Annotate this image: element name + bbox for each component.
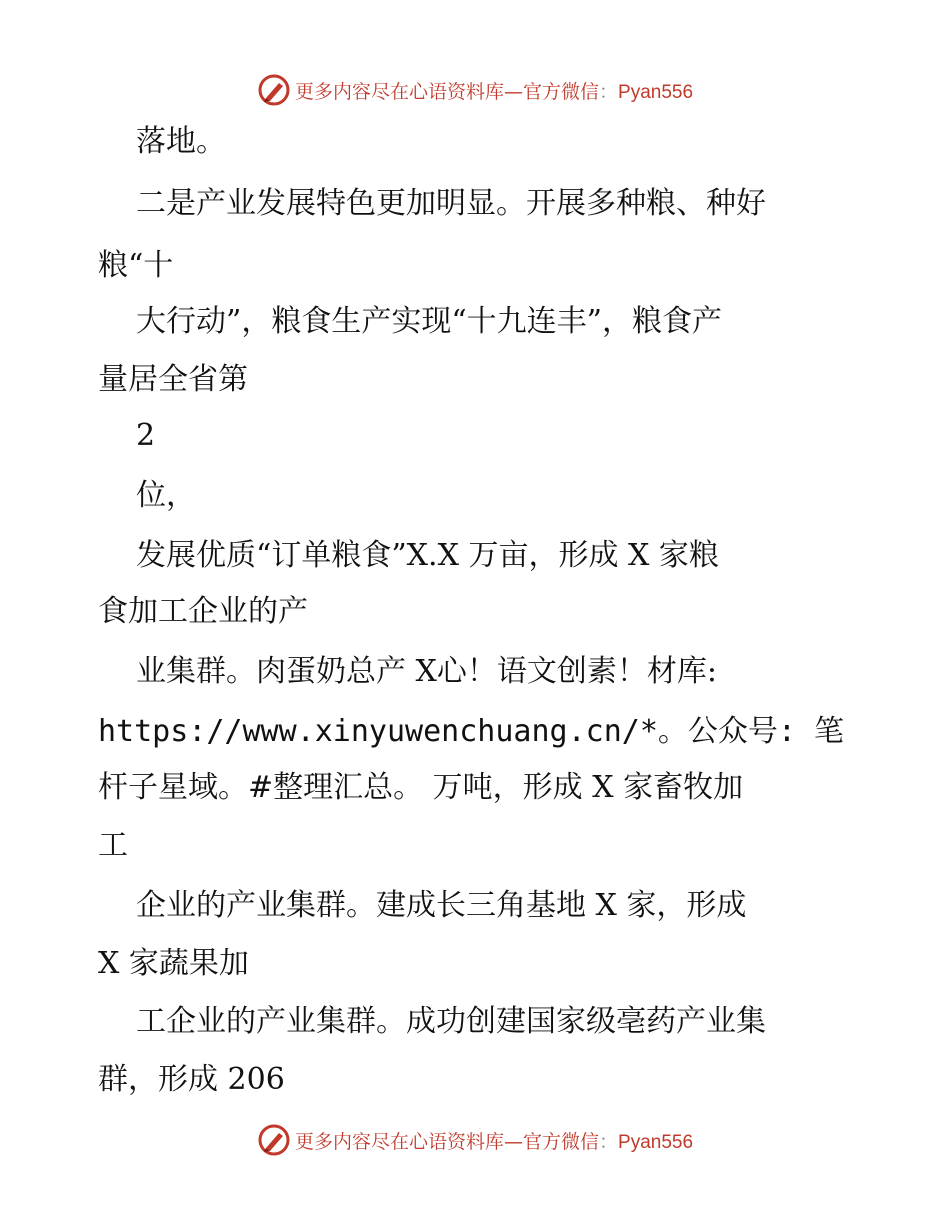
text-line: X 家蔬果加: [98, 946, 249, 981]
text-line: 企业的产业集群。建成长三角基地 X 家，形成: [136, 888, 747, 923]
text-line: 发展优质“订单粮食”X.X 万亩，形成 X 家粮: [136, 538, 719, 573]
footer-banner-text: 更多内容尽在心语资料库—官方微信：Pyan556: [294, 1130, 694, 1153]
text-line: 工: [98, 828, 128, 863]
text-line-url: https://www.xinyuwenchuang.cn/*。公众号: 笔: [98, 714, 845, 749]
text-line: 落地。: [136, 124, 226, 159]
text-line: 粮“十: [98, 248, 174, 283]
header-banner-text: 更多内容尽在心语资料库—官方微信：Pyan556: [294, 80, 694, 103]
footer-banner: [0, 1120, 950, 1160]
text-line: 杆子星域。#整理汇总。 万吨，形成 X 家畜牧加: [98, 770, 744, 805]
header-banner: [0, 70, 950, 110]
text-line: 位，: [136, 478, 196, 513]
text-line: 大行动”，粮食生产实现“十九连丰”，粮食产: [136, 304, 723, 339]
pen-logo-icon: [257, 73, 291, 107]
pen-logo-icon: [257, 1123, 291, 1157]
text-line: 量居全省第: [98, 362, 248, 397]
text-line: 食加工企业的产: [98, 594, 308, 629]
text-line: 群，形成 206: [98, 1062, 285, 1097]
text-line: 业集群。肉蛋奶总产 X心！语文创素！材库:: [136, 654, 718, 689]
text-line: 2: [136, 418, 156, 453]
text-line: 二是产业发展特色更加明显。开展多种粮、种好: [136, 186, 766, 221]
text-line: 工企业的产业集群。成功创建国家级亳药产业集: [136, 1004, 766, 1039]
